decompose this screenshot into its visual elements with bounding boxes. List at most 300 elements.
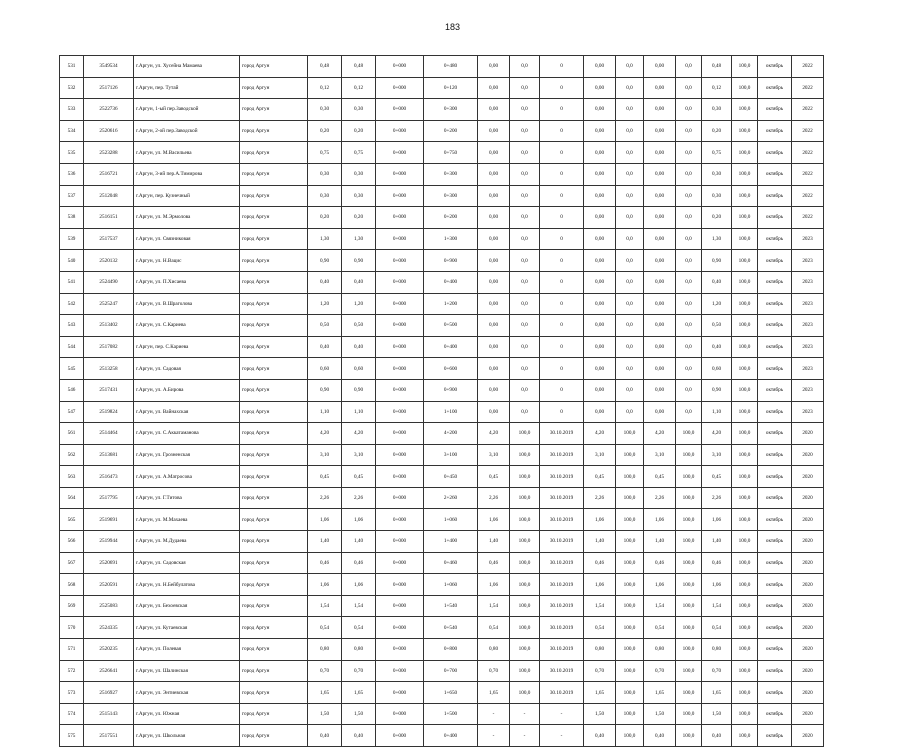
cell-repaired-percent: 0,0 <box>510 185 540 207</box>
cell-percent-c: 100,0 <box>732 56 758 78</box>
cell-road-address: г.Аргун, ул. Южная <box>134 703 240 725</box>
table-row <box>60 271 824 293</box>
cell-end-chainage: 1+500 <box>424 703 478 725</box>
cell-length-km: 0,75 <box>342 142 376 164</box>
cell-repair-date: 30.10.2019 <box>540 617 584 639</box>
cell-length-total: 1,10 <box>308 401 342 423</box>
cell-value-c: 1,50 <box>702 703 732 725</box>
cell-start-chainage: 0+000 <box>376 163 424 185</box>
cell-year: 2023 <box>792 228 824 250</box>
cell-road-id: 3549534 <box>84 56 134 78</box>
cell-repair-date: 0 <box>540 358 584 380</box>
table-row <box>60 142 824 164</box>
cell-percent-b: 0,0 <box>676 228 702 250</box>
cell-repair-date: 30.10.2019 <box>540 660 584 682</box>
cell-row-number: 573 <box>60 682 84 704</box>
cell-repair-date: 0 <box>540 120 584 142</box>
cell-start-chainage: 0+000 <box>376 228 424 250</box>
cell-repair-date: 0 <box>540 142 584 164</box>
cell-percent-b: 100,0 <box>676 595 702 617</box>
cell-value-a: 0,00 <box>584 379 616 401</box>
cell-percent-c: 100,0 <box>732 315 758 337</box>
cell-repaired-percent: 0,0 <box>510 358 540 380</box>
cell-percent-a: 0,0 <box>616 315 644 337</box>
table-row <box>60 77 824 99</box>
cell-year: 2020 <box>792 682 824 704</box>
cell-repaired-percent: 0,0 <box>510 120 540 142</box>
cell-repaired-percent: 100,0 <box>510 487 540 509</box>
cell-repaired-length: 1,40 <box>478 531 510 553</box>
cell-percent-c: 100,0 <box>732 120 758 142</box>
cell-value-a: 0,46 <box>584 552 616 574</box>
cell-end-chainage: 0+480 <box>424 56 478 78</box>
cell-road-address: г.Аргун, пер. Тутай <box>134 77 240 99</box>
cell-percent-c: 100,0 <box>732 99 758 121</box>
cell-percent-a: 100,0 <box>616 660 644 682</box>
cell-road-id: 2513681 <box>84 444 134 466</box>
cell-start-chainage: 0+000 <box>376 185 424 207</box>
cell-start-chainage: 0+000 <box>376 293 424 315</box>
cell-repaired-percent: 100,0 <box>510 423 540 445</box>
cell-value-c: 1,54 <box>702 595 732 617</box>
cell-row-number: 535 <box>60 142 84 164</box>
cell-percent-a: 0,0 <box>616 293 644 315</box>
cell-start-chainage: 0+000 <box>376 56 424 78</box>
cell-road-id: 2522736 <box>84 99 134 121</box>
page-number: 183 <box>444 22 461 32</box>
cell-percent-b: 100,0 <box>676 423 702 445</box>
cell-length-km: 0,80 <box>342 639 376 661</box>
cell-road-id: 2517537 <box>84 228 134 250</box>
cell-percent-b: 100,0 <box>676 574 702 596</box>
cell-month: октябрь <box>758 639 792 661</box>
cell-municipality: город Аргун <box>240 77 308 99</box>
cell-end-chainage: 0+300 <box>424 99 478 121</box>
cell-value-b: 0,45 <box>644 466 676 488</box>
cell-year: 2020 <box>792 444 824 466</box>
cell-end-chainage: 0+400 <box>424 336 478 358</box>
cell-start-chainage: 0+000 <box>376 142 424 164</box>
cell-length-total: 0,75 <box>308 142 342 164</box>
cell-length-km: 0,40 <box>342 271 376 293</box>
cell-month: октябрь <box>758 336 792 358</box>
cell-municipality: город Аргун <box>240 595 308 617</box>
cell-repaired-percent: 0,0 <box>510 250 540 272</box>
cell-row-number: 564 <box>60 487 84 509</box>
cell-value-c: 0,40 <box>702 725 732 747</box>
cell-road-id: 2514464 <box>84 423 134 445</box>
cell-municipality: город Аргун <box>240 552 308 574</box>
cell-repair-date: 30.10.2019 <box>540 444 584 466</box>
cell-length-total: 0,90 <box>308 250 342 272</box>
cell-municipality: город Аргун <box>240 574 308 596</box>
cell-length-km: 0,45 <box>342 466 376 488</box>
cell-end-chainage: 0+200 <box>424 120 478 142</box>
cell-value-b: 0,00 <box>644 120 676 142</box>
cell-value-a: 1,06 <box>584 509 616 531</box>
cell-percent-b: 0,0 <box>676 142 702 164</box>
cell-value-b: 0,46 <box>644 552 676 574</box>
cell-repair-date: 0 <box>540 77 584 99</box>
cell-length-total: 2,26 <box>308 487 342 509</box>
cell-value-b: 0,00 <box>644 358 676 380</box>
cell-start-chainage: 0+000 <box>376 466 424 488</box>
cell-month: октябрь <box>758 466 792 488</box>
table-row <box>60 574 824 596</box>
cell-road-id: 2516721 <box>84 163 134 185</box>
cell-value-b: 0,00 <box>644 77 676 99</box>
cell-value-c: 1,40 <box>702 531 732 553</box>
cell-year: 2022 <box>792 99 824 121</box>
cell-percent-b: 0,0 <box>676 56 702 78</box>
cell-percent-c: 100,0 <box>732 142 758 164</box>
cell-value-a: 0,00 <box>584 56 616 78</box>
cell-start-chainage: 0+000 <box>376 315 424 337</box>
table-row <box>60 185 824 207</box>
cell-value-a: 0,00 <box>584 250 616 272</box>
cell-length-km: 1,50 <box>342 703 376 725</box>
cell-value-a: 0,00 <box>584 77 616 99</box>
cell-value-c: 1,20 <box>702 293 732 315</box>
cell-length-total: 0,12 <box>308 77 342 99</box>
cell-repaired-percent: - <box>510 725 540 747</box>
table-row <box>60 552 824 574</box>
cell-length-km: 1,20 <box>342 293 376 315</box>
cell-year: 2023 <box>792 358 824 380</box>
cell-length-total: 0,30 <box>308 99 342 121</box>
cell-repaired-percent: 0,0 <box>510 77 540 99</box>
cell-length-total: 1,50 <box>308 703 342 725</box>
cell-year: 2020 <box>792 509 824 531</box>
cell-month: октябрь <box>758 595 792 617</box>
cell-value-c: 0,70 <box>702 660 732 682</box>
cell-length-total: 0,60 <box>308 358 342 380</box>
cell-value-a: 0,45 <box>584 466 616 488</box>
cell-repair-date: 0 <box>540 185 584 207</box>
cell-month: октябрь <box>758 617 792 639</box>
cell-length-total: 0,90 <box>308 379 342 401</box>
cell-value-a: 0,00 <box>584 315 616 337</box>
cell-repair-date: 30.10.2019 <box>540 682 584 704</box>
cell-length-km: 0,30 <box>342 99 376 121</box>
cell-value-c: 0,75 <box>702 142 732 164</box>
cell-repair-date: 0 <box>540 163 584 185</box>
cell-repaired-length: 0,00 <box>478 99 510 121</box>
cell-length-km: 1,06 <box>342 574 376 596</box>
cell-value-a: 3,10 <box>584 444 616 466</box>
cell-year: 2022 <box>792 185 824 207</box>
cell-row-number: 544 <box>60 336 84 358</box>
cell-value-a: 0,40 <box>584 725 616 747</box>
cell-municipality: город Аргун <box>240 725 308 747</box>
cell-value-b: 1,50 <box>644 703 676 725</box>
cell-municipality: город Аргун <box>240 639 308 661</box>
cell-repaired-percent: 100,0 <box>510 574 540 596</box>
cell-month: октябрь <box>758 423 792 445</box>
cell-length-total: 0,40 <box>308 271 342 293</box>
cell-percent-c: 100,0 <box>732 617 758 639</box>
cell-repaired-length: 2,26 <box>478 487 510 509</box>
cell-road-id: 2520616 <box>84 120 134 142</box>
cell-repaired-length: 0,00 <box>478 293 510 315</box>
cell-value-b: 4,20 <box>644 423 676 445</box>
cell-length-total: 0,54 <box>308 617 342 639</box>
cell-municipality: город Аргун <box>240 271 308 293</box>
cell-length-km: 0,30 <box>342 185 376 207</box>
table-row <box>60 725 824 747</box>
cell-length-km: 0,46 <box>342 552 376 574</box>
cell-repair-date: 0 <box>540 315 584 337</box>
cell-repaired-percent: 0,0 <box>510 99 540 121</box>
cell-value-c: 0,90 <box>702 379 732 401</box>
table-row <box>60 250 824 272</box>
cell-value-b: 0,00 <box>644 315 676 337</box>
cell-end-chainage: 0+400 <box>424 725 478 747</box>
cell-value-c: 1,06 <box>702 509 732 531</box>
cell-month: октябрь <box>758 358 792 380</box>
cell-road-address: г.Аргун, 1-ый пер.Заводской <box>134 99 240 121</box>
cell-start-chainage: 0+000 <box>376 531 424 553</box>
cell-length-km: 4,20 <box>342 423 376 445</box>
cell-repaired-length: 0,00 <box>478 207 510 229</box>
cell-percent-c: 100,0 <box>732 703 758 725</box>
cell-length-total: 1,06 <box>308 574 342 596</box>
cell-value-a: 0,00 <box>584 271 616 293</box>
cell-month: октябрь <box>758 142 792 164</box>
cell-year: 2020 <box>792 574 824 596</box>
cell-end-chainage: 1+300 <box>424 228 478 250</box>
cell-percent-c: 100,0 <box>732 379 758 401</box>
cell-start-chainage: 0+000 <box>376 207 424 229</box>
cell-month: октябрь <box>758 682 792 704</box>
cell-repaired-length: 0,00 <box>478 250 510 272</box>
cell-repair-date: 30.10.2019 <box>540 487 584 509</box>
cell-percent-c: 100,0 <box>732 336 758 358</box>
cell-road-id: 2519944 <box>84 531 134 553</box>
table-row <box>60 660 824 682</box>
cell-month: октябрь <box>758 531 792 553</box>
cell-repair-date: - <box>540 703 584 725</box>
cell-month: октябрь <box>758 379 792 401</box>
cell-row-number: 538 <box>60 207 84 229</box>
cell-municipality: город Аргун <box>240 531 308 553</box>
cell-percent-a: 0,0 <box>616 271 644 293</box>
cell-repaired-length: 0,46 <box>478 552 510 574</box>
table-row <box>60 531 824 553</box>
cell-row-number: 542 <box>60 293 84 315</box>
cell-municipality: город Аргун <box>240 120 308 142</box>
cell-value-c: 0,30 <box>702 185 732 207</box>
cell-value-b: 0,54 <box>644 617 676 639</box>
cell-row-number: 571 <box>60 639 84 661</box>
cell-value-b: 0,00 <box>644 163 676 185</box>
cell-length-km: 0,20 <box>342 120 376 142</box>
cell-repaired-percent: 100,0 <box>510 552 540 574</box>
cell-percent-a: 0,0 <box>616 185 644 207</box>
cell-percent-b: 0,0 <box>676 163 702 185</box>
cell-start-chainage: 0+000 <box>376 703 424 725</box>
cell-start-chainage: 0+000 <box>376 617 424 639</box>
cell-value-c: 0,40 <box>702 336 732 358</box>
cell-month: октябрь <box>758 77 792 99</box>
cell-year: 2022 <box>792 77 824 99</box>
cell-length-km: 0,70 <box>342 660 376 682</box>
cell-percent-c: 100,0 <box>732 207 758 229</box>
cell-percent-b: 0,0 <box>676 293 702 315</box>
cell-repaired-length: 1,06 <box>478 509 510 531</box>
cell-repaired-length: 0,00 <box>478 358 510 380</box>
cell-municipality: город Аргун <box>240 379 308 401</box>
cell-percent-b: 100,0 <box>676 703 702 725</box>
cell-road-address: г.Аргун, ул. С.Кариева <box>134 315 240 337</box>
cell-percent-a: 0,0 <box>616 163 644 185</box>
cell-value-c: 0,48 <box>702 56 732 78</box>
cell-repair-date: 30.10.2019 <box>540 466 584 488</box>
cell-value-b: 1,06 <box>644 509 676 531</box>
cell-road-address: г.Аргун, ул. Связниковая <box>134 228 240 250</box>
cell-road-address: г.Аргун, ул. М.Васильева <box>134 142 240 164</box>
cell-month: октябрь <box>758 509 792 531</box>
cell-percent-b: 0,0 <box>676 358 702 380</box>
table-row <box>60 120 824 142</box>
cell-road-id: 2520591 <box>84 574 134 596</box>
cell-percent-a: 100,0 <box>616 725 644 747</box>
cell-repair-date: 30.10.2019 <box>540 595 584 617</box>
cell-repaired-length: 0,80 <box>478 639 510 661</box>
cell-row-number: 537 <box>60 185 84 207</box>
cell-road-id: 2525083 <box>84 595 134 617</box>
cell-end-chainage: 1+540 <box>424 595 478 617</box>
cell-end-chainage: 0+200 <box>424 207 478 229</box>
cell-row-number: 547 <box>60 401 84 423</box>
cell-repair-date: 0 <box>540 271 584 293</box>
cell-length-km: 1,10 <box>342 401 376 423</box>
cell-percent-c: 100,0 <box>732 163 758 185</box>
table-row <box>60 56 824 78</box>
cell-end-chainage: 0+400 <box>424 271 478 293</box>
cell-length-total: 0,45 <box>308 466 342 488</box>
cell-road-id: 2520691 <box>84 552 134 574</box>
cell-municipality: город Аргун <box>240 207 308 229</box>
cell-percent-b: 0,0 <box>676 250 702 272</box>
cell-year: 2020 <box>792 617 824 639</box>
cell-end-chainage: 1+060 <box>424 509 478 531</box>
cell-percent-b: 100,0 <box>676 660 702 682</box>
cell-value-b: 0,00 <box>644 336 676 358</box>
cell-repair-date: 0 <box>540 293 584 315</box>
cell-year: 2023 <box>792 401 824 423</box>
cell-month: октябрь <box>758 163 792 185</box>
cell-percent-b: 100,0 <box>676 682 702 704</box>
cell-percent-b: 100,0 <box>676 552 702 574</box>
cell-length-km: 0,20 <box>342 207 376 229</box>
cell-road-address: г.Аргун, ул. М.Дудаева <box>134 531 240 553</box>
cell-row-number: 574 <box>60 703 84 725</box>
cell-road-address: г.Аргун, ул. Полевая <box>134 639 240 661</box>
cell-year: 2022 <box>792 207 824 229</box>
cell-municipality: город Аргун <box>240 466 308 488</box>
table-row <box>60 401 824 423</box>
cell-road-id: 2516151 <box>84 207 134 229</box>
cell-value-c: 0,30 <box>702 99 732 121</box>
cell-year: 2022 <box>792 163 824 185</box>
cell-value-a: 0,54 <box>584 617 616 639</box>
cell-repaired-length: - <box>478 725 510 747</box>
cell-start-chainage: 0+000 <box>376 250 424 272</box>
cell-month: октябрь <box>758 315 792 337</box>
cell-month: октябрь <box>758 293 792 315</box>
cell-year: 2023 <box>792 250 824 272</box>
cell-repaired-percent: 0,0 <box>510 271 540 293</box>
cell-repaired-percent: 0,0 <box>510 56 540 78</box>
cell-municipality: город Аргун <box>240 703 308 725</box>
cell-value-b: 0,00 <box>644 379 676 401</box>
cell-road-id: 2517551 <box>84 725 134 747</box>
cell-start-chainage: 0+000 <box>376 271 424 293</box>
cell-repair-date: 0 <box>540 336 584 358</box>
cell-percent-a: 0,0 <box>616 228 644 250</box>
cell-start-chainage: 0+000 <box>376 120 424 142</box>
cell-repair-date: 30.10.2019 <box>540 552 584 574</box>
cell-repair-date: 30.10.2019 <box>540 639 584 661</box>
cell-length-km: 1,06 <box>342 509 376 531</box>
cell-percent-b: 0,0 <box>676 315 702 337</box>
cell-start-chainage: 0+000 <box>376 401 424 423</box>
cell-value-b: 0,00 <box>644 185 676 207</box>
cell-start-chainage: 0+000 <box>376 487 424 509</box>
cell-month: октябрь <box>758 250 792 272</box>
cell-percent-b: 0,0 <box>676 185 702 207</box>
cell-municipality: город Аргун <box>240 423 308 445</box>
cell-value-c: 0,20 <box>702 120 732 142</box>
cell-value-c: 0,50 <box>702 315 732 337</box>
cell-value-c: 0,80 <box>702 639 732 661</box>
cell-row-number: 563 <box>60 466 84 488</box>
cell-municipality: город Аргун <box>240 487 308 509</box>
cell-value-a: 1,40 <box>584 531 616 553</box>
cell-value-a: 0,00 <box>584 358 616 380</box>
cell-repaired-percent: 0,0 <box>510 207 540 229</box>
cell-length-total: 0,80 <box>308 639 342 661</box>
cell-year: 2022 <box>792 120 824 142</box>
cell-repaired-length: 0,00 <box>478 163 510 185</box>
cell-row-number: 536 <box>60 163 84 185</box>
cell-repaired-percent: 100,0 <box>510 595 540 617</box>
cell-repaired-length: 0,00 <box>478 185 510 207</box>
cell-length-km: 1,65 <box>342 682 376 704</box>
cell-repaired-length: 0,00 <box>478 56 510 78</box>
cell-value-a: 4,20 <box>584 423 616 445</box>
cell-row-number: 541 <box>60 271 84 293</box>
cell-percent-a: 0,0 <box>616 120 644 142</box>
cell-end-chainage: 1+650 <box>424 682 478 704</box>
cell-repaired-percent: 0,0 <box>510 401 540 423</box>
cell-road-id: 2520132 <box>84 250 134 272</box>
cell-year: 2020 <box>792 487 824 509</box>
cell-month: октябрь <box>758 271 792 293</box>
cell-percent-a: 0,0 <box>616 336 644 358</box>
cell-value-a: 0,00 <box>584 207 616 229</box>
cell-value-b: 0,00 <box>644 228 676 250</box>
cell-percent-a: 100,0 <box>616 574 644 596</box>
cell-percent-b: 100,0 <box>676 487 702 509</box>
cell-road-address: г.Аргун, ул. С.Аккатаманова <box>134 423 240 445</box>
cell-percent-c: 100,0 <box>732 358 758 380</box>
table-row <box>60 639 824 661</box>
cell-repaired-percent: 100,0 <box>510 531 540 553</box>
cell-repaired-length: 1,65 <box>478 682 510 704</box>
cell-percent-b: 100,0 <box>676 639 702 661</box>
